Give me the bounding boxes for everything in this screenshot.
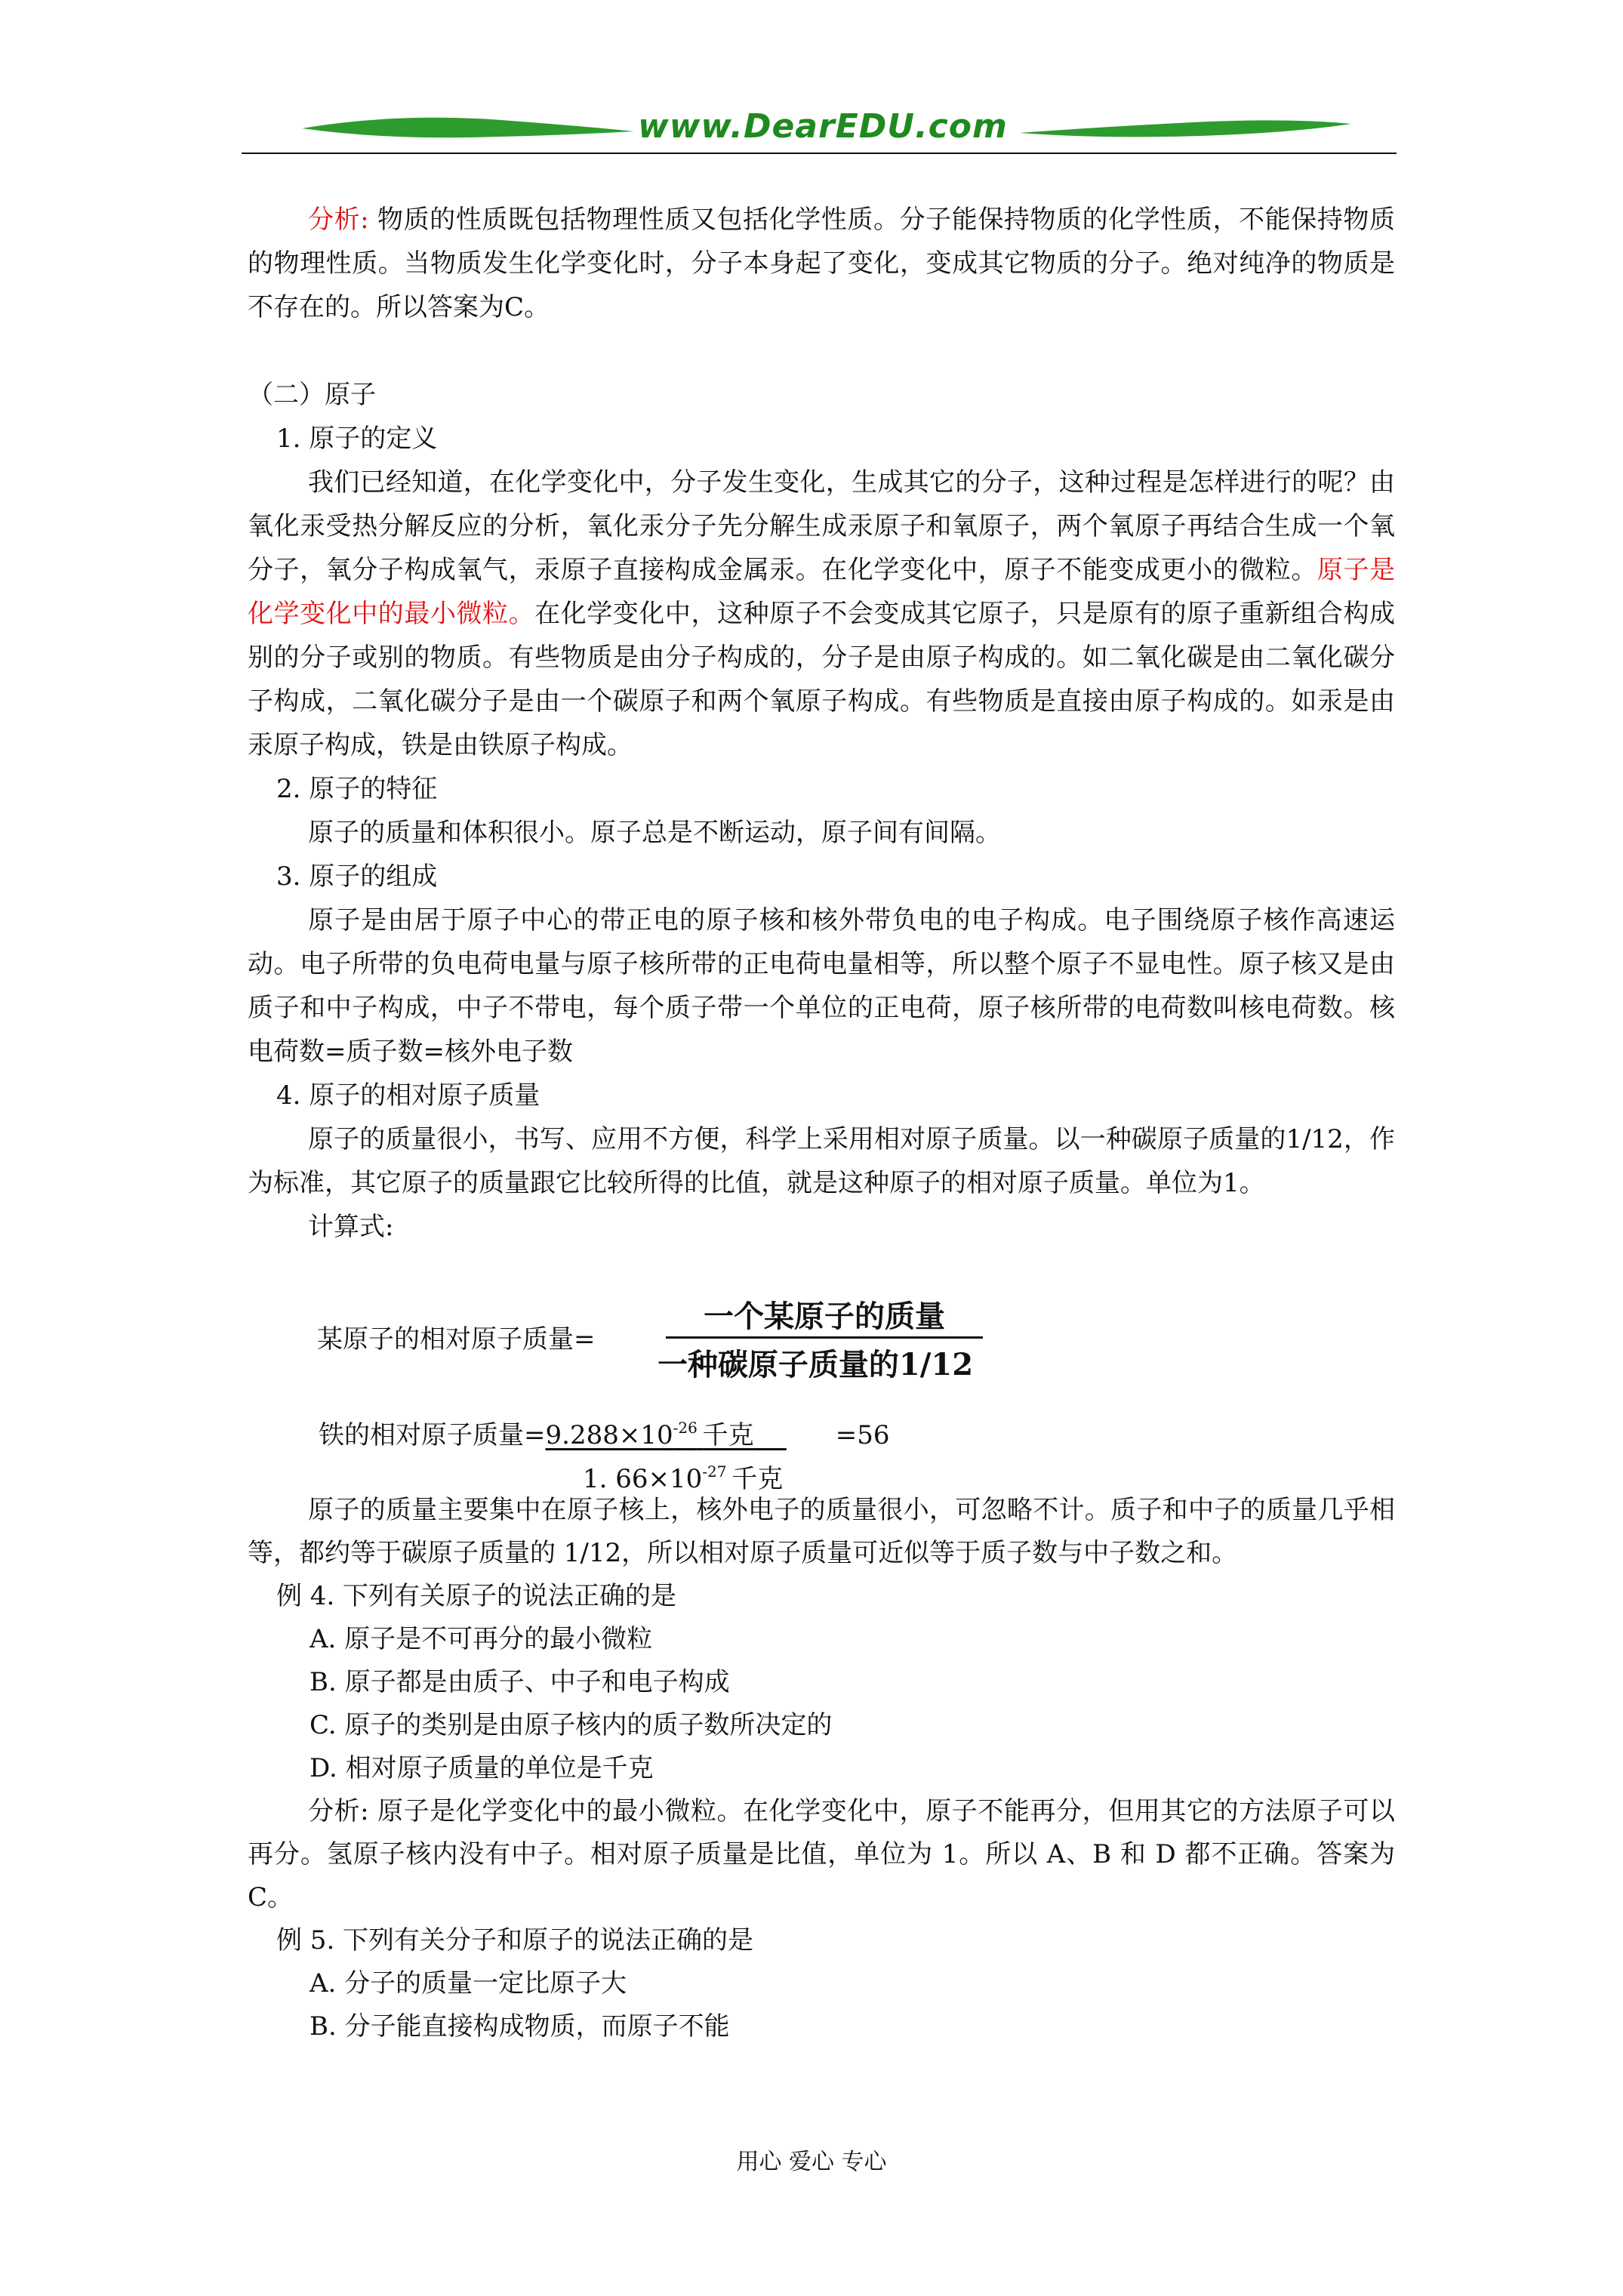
mass-explanation-paragraph: 原子的质量主要集中在原子核上，核外电子的质量很小，可忽略不计。质子和中子的质量几乎相等，都约等于碳原子质量的 1/12，所以相对原子质量可近似等于质子数与中子数之和。 [248, 1495, 1395, 1568]
fraction-bar [666, 1336, 983, 1339]
formula-numerator: 一个某原子的质量 [704, 1299, 945, 1334]
iron-calc-denominator: 1. $66\times 10^{-27}$ 千克 [583, 1462, 784, 1494]
item-1-paragraph: 我们已经知道，在化学变化中，分子发生变化，生成其它的分子，这种过程是怎样进行的呢？由氧化汞受热分解反应的分析，氧化汞分子先分解生成汞原子和氧原子，两个氧原子再结合生成一个氧分子，氧分子构成氧气，汞原子直接构成金属汞。在化学变化中，原子不能变成更小的微粒。原子是化学变化中的最小微粒。在化学变化中，这种原子不会变成其它原子，只是原有的原子重新组合构成别的分子或别的物质。有些物质是由分子构成的，分子是由原子构成的。如二氧化碳是由二氧化碳分子构成，二氧化碳分子是由一个碳原子和两个氧原子构成。有些物质是直接由原子构成的。如汞是由汞原子构成，铁是由铁原子构成。 [248, 467, 1396, 760]
left-swoosh-logo-decoration [302, 106, 634, 153]
example-4-option-b: B. 原子都是由质子、中子和电子构成 [310, 1667, 730, 1697]
item-2-paragraph: 原子的质量和体积很小。原子总是不断运动，原子间有间隔。 [308, 818, 1001, 848]
highlighted-definition: 原子是化学变化中的最小微粒。 [248, 555, 1396, 629]
example-4-option-a: A. 原子是不可再分的最小微粒 [310, 1624, 653, 1654]
header-rule [242, 153, 1397, 154]
example-5-option-b: B. 分子能直接构成物质，而原子不能 [310, 2011, 730, 2042]
example-4-option-c: C. 原子的类别是由原子核内的质子数所决定的 [310, 1710, 833, 1740]
item-3-title: 3. 原子的组成 [276, 861, 438, 892]
item-1-title: 1. 原子的定义 [276, 424, 438, 454]
iron-calculation [319, 1406, 998, 1496]
item-3-paragraph: 原子是由居于原子中心的带正电的原子核和核外带负电的电子构成。电子围绕原子核作高速运动。电子所带的负电荷电量与原子核所带的正电荷电量相等，所以整个原子不显电性。原子核又是由质子和中子构成，中子不带电，每个质子带一个单位的正电荷，原子核所带的电荷数叫核电荷数。核电荷数=质子数=核外电子数 [248, 905, 1395, 1067]
example-4-option-d: D. 相对原子质量的单位是千克 [310, 1753, 654, 1783]
analysis-paragraph-1 [248, 198, 1395, 329]
page-header [242, 106, 1397, 159]
example-4-analysis: 分析: 原子是化学变化中的最小微粒。在化学变化中，原子不能再分，但用其它的方法原子可以再分。氢原子核内没有中子。相对原子质量是比值，单位为 1。所以 A、B 和 D 都不正确。答案为 C。 [248, 1796, 1395, 1912]
item-2-title: 2. 原子的特征 [276, 774, 438, 804]
iron-calc-line-1: 铁的相对原子质量$=9.288\times 10^{-26}$ 千克 =56 [319, 1419, 890, 1450]
item-4-paragraph: 原子的质量很小，书写、应用不方便，科学上采用相对原子质量。以一种碳原子质量的1/12，作为标准，其它原子的质量跟它比较所得的比值，就是这种原子的相对原子质量。单位为1。 [248, 1124, 1395, 1198]
page-footer: 用心 爱心 专心 [736, 2149, 887, 2175]
example-5-question: 例 5. 下列有关分子和原子的说法正确的是 [276, 1925, 754, 1955]
item-4-title: 4. 原子的相对原子质量 [276, 1080, 540, 1111]
section-heading: （二）原子 [248, 380, 376, 410]
right-swoosh-logo-decoration [1019, 106, 1351, 153]
iron-result: =56 [835, 1420, 890, 1450]
formula-left-side: 某原子的相对原子质量= [317, 1324, 596, 1354]
relative-mass-formula [317, 1293, 996, 1383]
analysis-label: 分析: [308, 205, 369, 235]
document-body [248, 198, 1395, 1249]
document-body-lower [248, 1489, 1395, 2048]
formula-denominator: 一种碳原子质量的1/12 [657, 1347, 974, 1382]
analysis-text: 物质的性质既包括物理性质又包括化学性质。分子能保持物质的化学性质，不能保持物质的物理性质。当物质发生化学变化时，分子本身起了变化，变成其它物质的分子。绝对纯净的物质是不存在的。所以答案为C。 [248, 205, 1395, 322]
site-logo-text: www.DearEDU.com [638, 107, 1008, 146]
example-5-option-a: A. 分子的质量一定比原子大 [310, 1968, 627, 1999]
iron-numerator: $9.288\times 10^{-26}$ 千克 [545, 1419, 754, 1450]
example-4-question: 例 4. 下列有关原子的说法正确的是 [276, 1581, 677, 1611]
calc-label: 计算式: [308, 1212, 394, 1242]
